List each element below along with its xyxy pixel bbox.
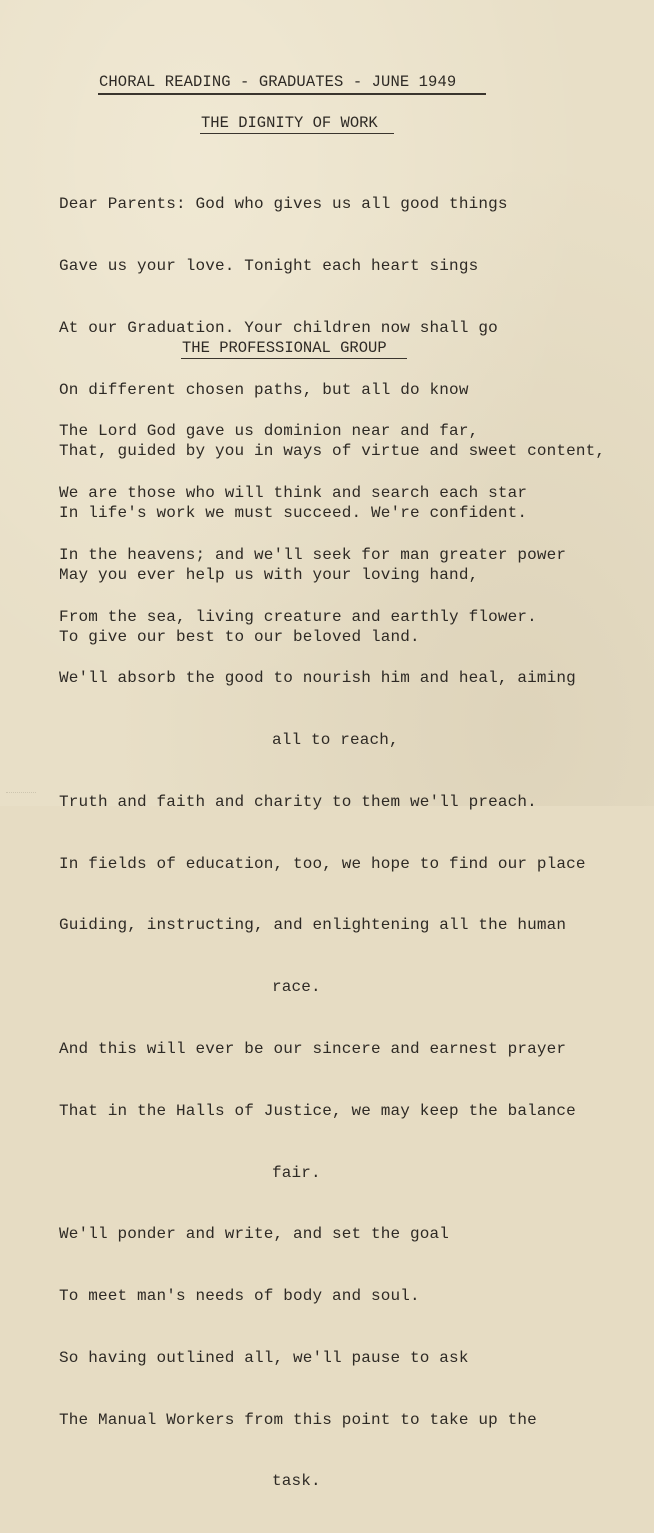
verse-line: On different chosen paths, but all do know [59,380,469,399]
verse-line: Guiding, instructing, and enlightening all the human [59,916,567,935]
verse-line-continuation: race. [272,978,321,997]
verse-line: The Manual Workers from this point to take up the [59,1410,537,1429]
verse-line: So having outlined all, we'll pause to ask [59,1348,469,1367]
verse-line: In the heavens; and we'll seek for man greater power [59,545,567,564]
verse-line: From the sea, living creature and earthly flower. [59,607,537,626]
verse-line: To meet man's needs of body and soul. [59,1287,420,1306]
verse-line: In fields of education, too, we hope to find our place [59,854,586,873]
title-underline [98,93,486,95]
verse-line: Truth and faith and charity to them we'll preach. [59,792,537,811]
section-heading-professional-group: THE PROFESSIONAL GROUP [182,339,387,357]
verse-line-continuation: all to reach, [272,731,399,750]
verse-line: At our Graduation. Your children now shall go [59,318,498,337]
section-heading-underline [181,358,407,359]
verse-line: That, guided by you in ways of virtue and sweet content, [59,442,606,461]
verse-line: In life's work we must succeed. We're confident. [59,504,528,523]
verse-line: Gave us your love. Tonight each heart sings [59,256,479,275]
verse-line: To give our best to our beloved land. [59,627,420,646]
verse-line: And this will ever be our sincere and earnest prayer [59,1040,567,1058]
verse-line: We'll absorb the good to nourish him and heal, aiming [59,669,576,688]
section-heading-underline [200,133,394,134]
verse-line: We are those who will think and search each star [59,483,528,502]
verse-professional-group [59,380,586,1533]
section-heading-dignity-of-work: THE DIGNITY OF WORK [201,114,378,132]
verse-line-continuation: fair. [272,1163,321,1182]
verse-line: May you ever help us with your loving hand, [59,565,479,584]
document-title: CHORAL READING - GRADUATES - JUNE 1949 [99,73,457,91]
verse-line: We'll ponder and write, and set the goal [59,1225,450,1244]
paper-mark [6,792,36,798]
verse-line-continuation: task. [272,1472,321,1491]
verse-line: Dear Parents: God who gives us all good things [59,195,508,214]
verse-line: That in the Halls of Justice, we may keep the balance [59,1101,576,1120]
verse-line: The Lord God gave us dominion near and far, [59,422,479,441]
